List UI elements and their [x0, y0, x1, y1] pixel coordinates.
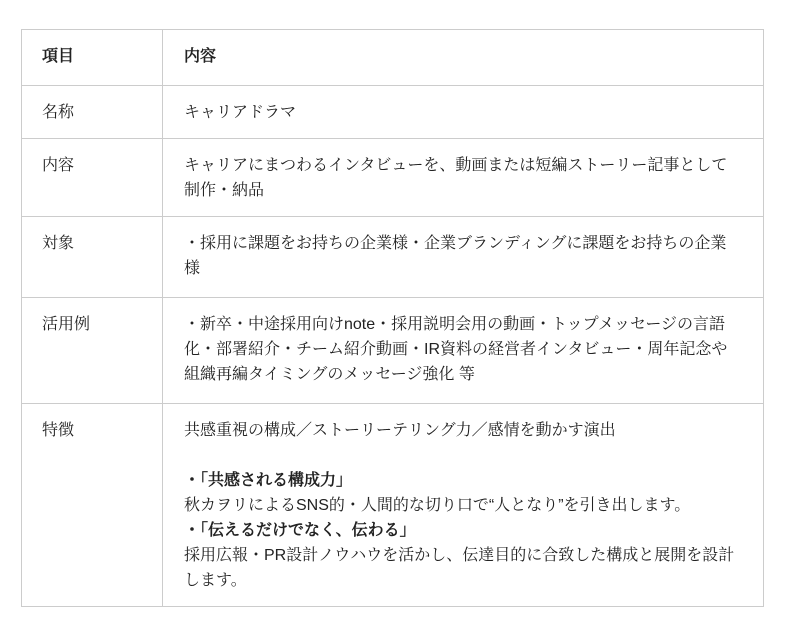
- table-row-usecase: [22, 298, 764, 404]
- feature-point-2-title: ・「伝えるだけでなく、伝わる」: [184, 522, 416, 539]
- blank-line: [184, 443, 739, 468]
- row-label-usecase: 活用例: [22, 298, 163, 404]
- row-content-target: ・採用に課題をお持ちの企業様・企業ブランディングに課題をお持ちの企業様: [163, 217, 764, 298]
- features-summary: 共感重視の構成／ストーリーテリング力／感情を動かす演出: [184, 422, 616, 439]
- table-row-target: [22, 217, 764, 298]
- feature-point-1-desc: 秋カヲリによるSNS的・人間的な切り口で“人となり”を引き出します。: [184, 497, 691, 514]
- table-row-features: [22, 404, 764, 607]
- row-label-description: 内容: [22, 139, 163, 217]
- feature-point-2-desc: 採用広報・PR設計ノウハウを活かし、伝達目的に合致した構成と展開を設計します。: [184, 547, 735, 589]
- row-content-usecase: ・新卒・中途採用向けnote・採用説明会用の動画・トップメッセージの言語化・部署紹介・チーム紹介動画・IR資料の経営者インタビュー・周年記念や組織再編タイミングのメッセージ強化 等: [163, 298, 764, 404]
- info-table: [21, 29, 764, 607]
- row-label-name: 名称: [22, 86, 163, 139]
- table-row-description: [22, 139, 764, 217]
- header-cell-content: 内容: [163, 30, 764, 86]
- row-content-description: キャリアにまつわるインタビューを、動画または短編ストーリー記事として制作・納品: [163, 139, 764, 217]
- row-label-features: 特徴: [22, 404, 163, 607]
- feature-point-1-title: ・「共感される構成力」: [184, 472, 353, 489]
- row-label-target: 対象: [22, 217, 163, 298]
- table-row-name: [22, 86, 764, 139]
- row-content-features: [163, 404, 764, 607]
- table-header-row: [22, 30, 764, 86]
- header-cell-item: 項目: [22, 30, 163, 86]
- row-content-name: キャリアドラマ: [163, 86, 764, 139]
